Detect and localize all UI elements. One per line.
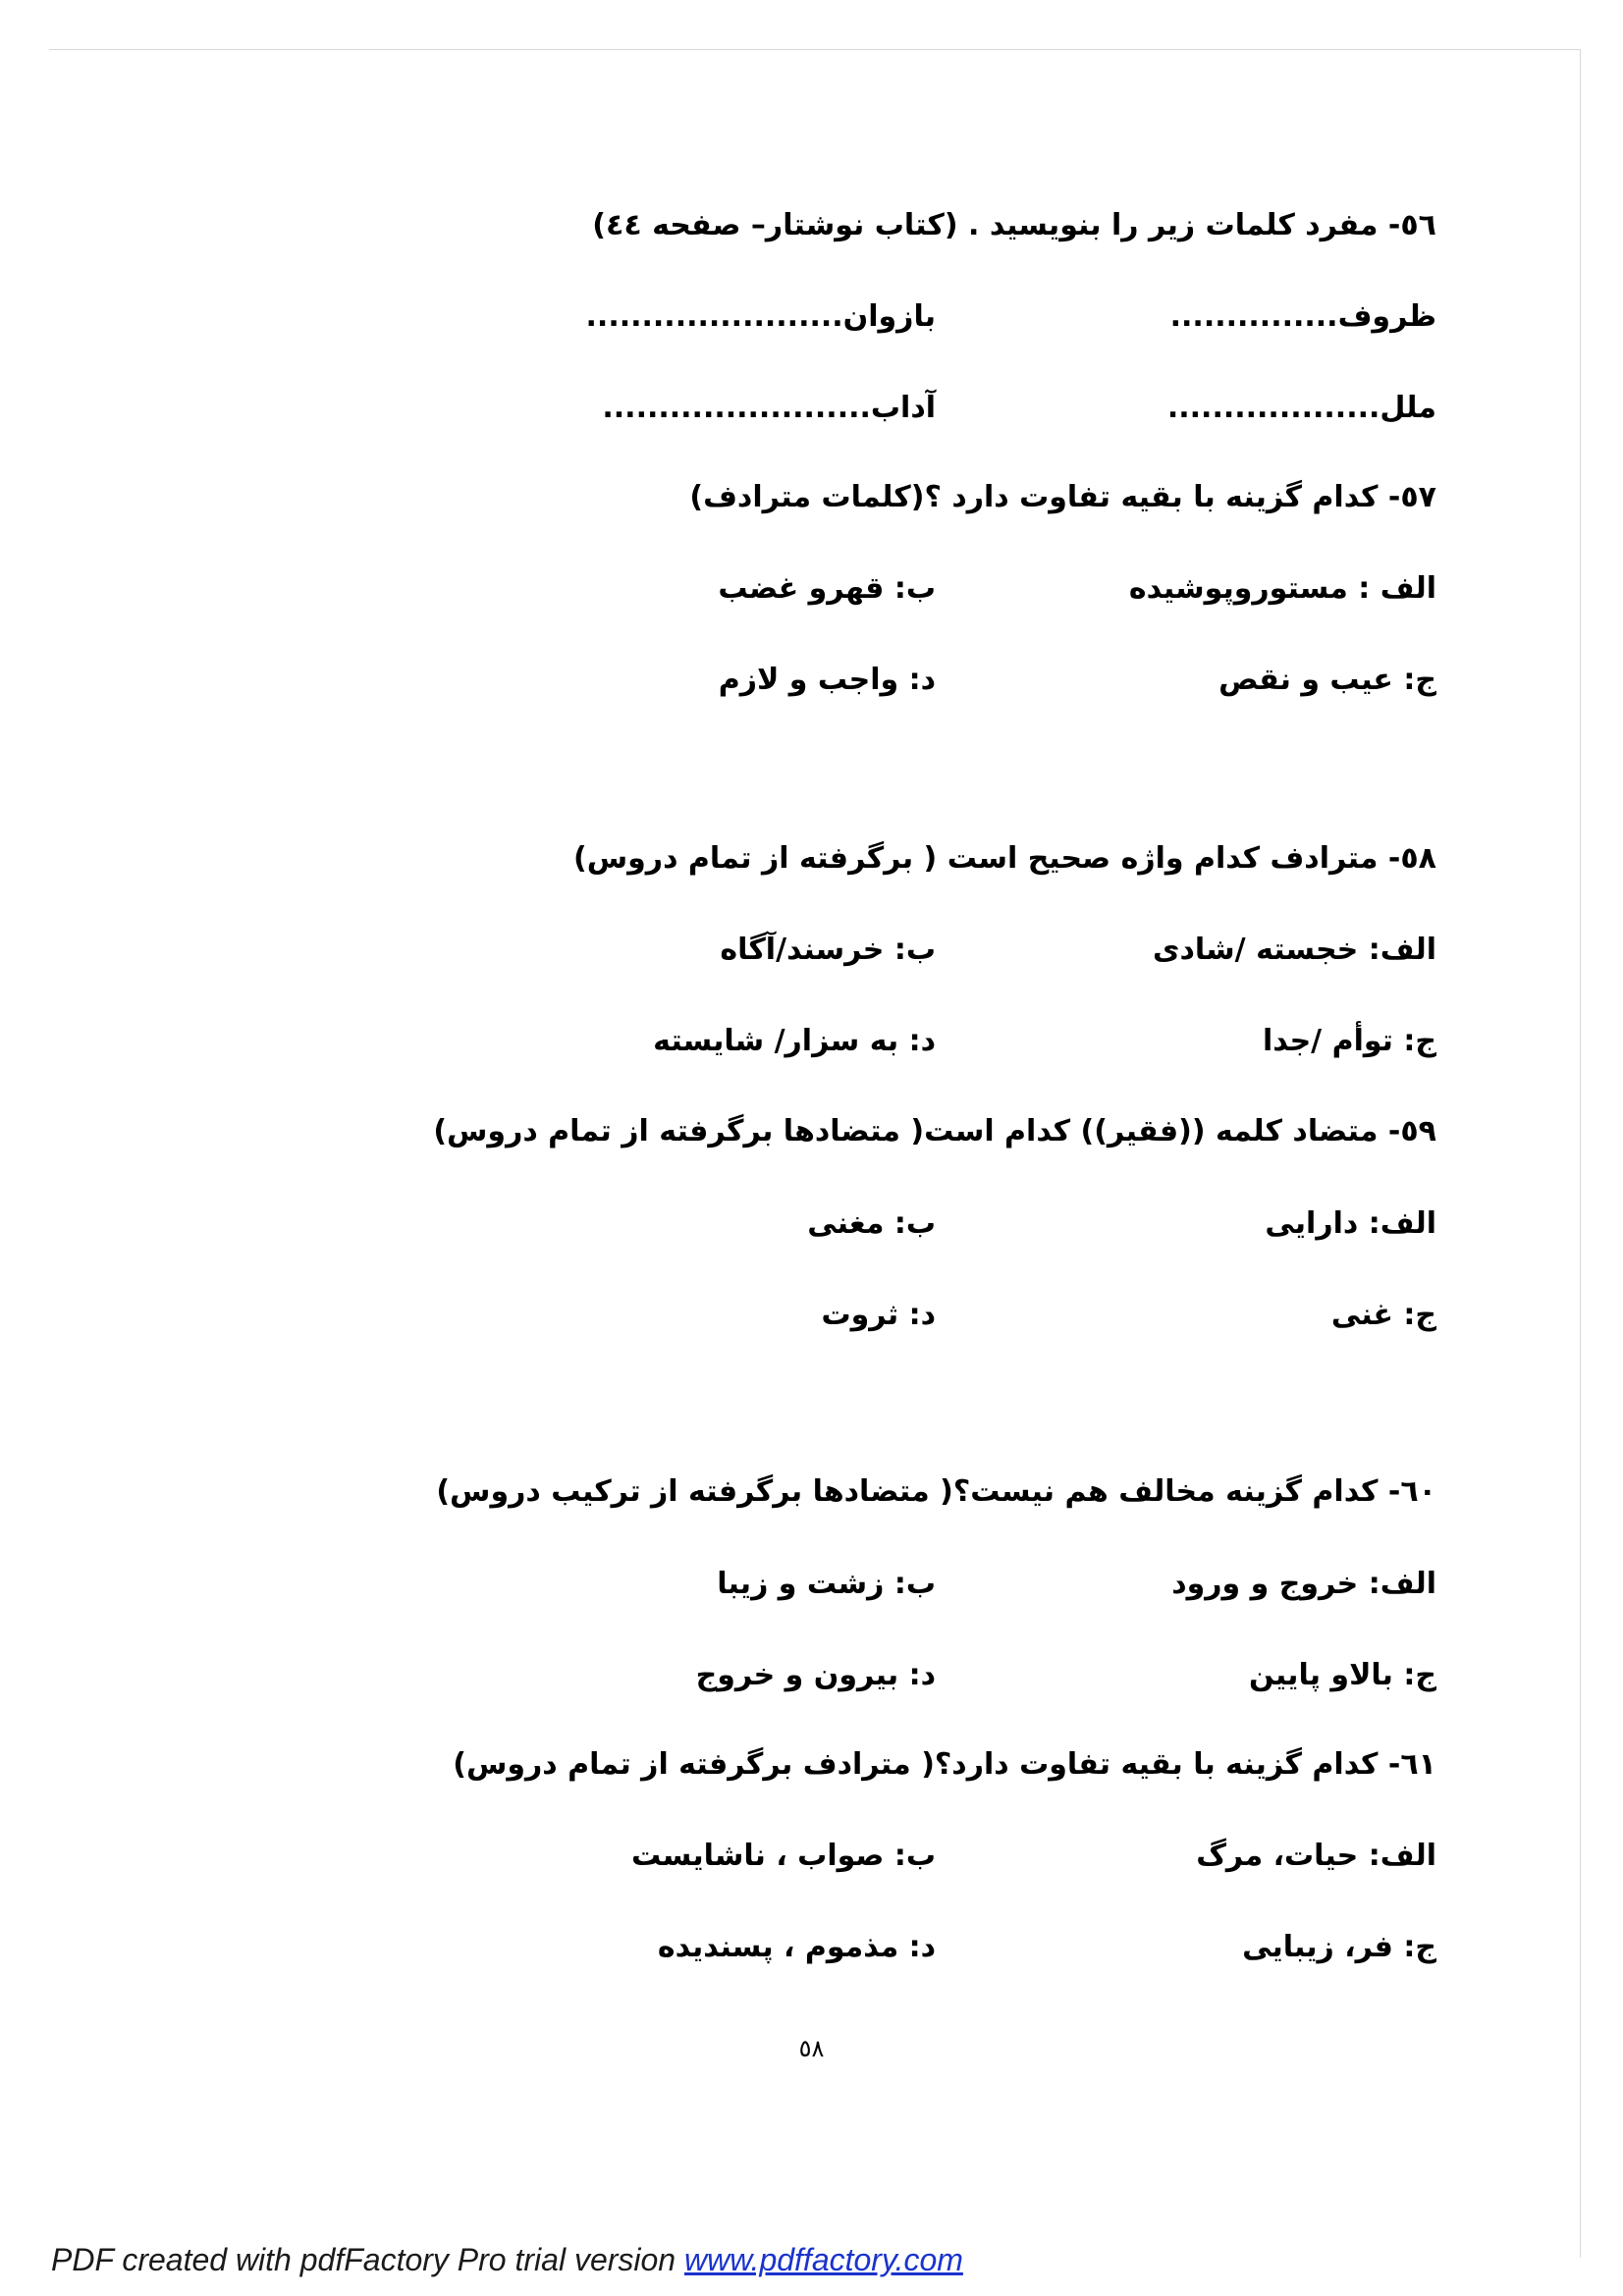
option-jim: ج: فر، زیبایی [1242,1930,1436,1964]
option-alef: الف: خروج و ورود [1171,1567,1436,1601]
answer-blank: ظروف............... [1169,299,1436,334]
question-60 [436,1472,1436,1512]
option-alef: الف: حیات، مرگ [1196,1839,1436,1873]
question-56 [592,206,1436,245]
page-frame [49,49,1581,2258]
option-be: ب: قهرو غضب [718,571,936,606]
option-jim: ج: عیب و نقص [1218,663,1436,697]
option-dal: د: بیرون و خروج [695,1658,936,1692]
question-number: ٥٧ [1400,480,1436,514]
pdf-footer [51,2242,963,2278]
question-61 [453,1745,1436,1785]
option-dal: د: مذموم ، پسندیده [657,1930,936,1964]
option-be: ب: خرسند/آگاه [720,933,936,967]
question-57 [689,478,1436,517]
answer-blank: بازوان....................... [585,299,936,334]
footer-text: PDF created with pdfFactory Pro trial version [51,2242,684,2277]
question-text: - کدام گزینه مخالف هم نیست؟( متضادها برگرفته از ترکیب دروس) [436,1474,1401,1509]
answer-blank: آداب........................ [602,391,936,425]
question-number: ٦١ [1400,1747,1436,1782]
option-alef: الف: خجسته /شادی [1153,933,1436,967]
option-jim: ج: بالاو پایین [1248,1658,1436,1692]
option-jim: ج: غنی [1330,1298,1436,1332]
question-number: ٥٩ [1400,1114,1436,1148]
option-alef: الف: دارایی [1265,1206,1436,1241]
page-number: ٥٨ [798,2035,825,2062]
option-be: ب: صواب ، ناشایست [631,1839,936,1873]
answer-blank: ملل................... [1166,391,1436,425]
option-jim: ج: توأم /جدا [1262,1024,1436,1058]
option-alef: الف : مستوروپوشیده [1128,571,1436,606]
question-text: - کدام گزینه با بقیه تفاوت دارد ؟(کلمات مترادف) [689,480,1401,514]
question-58 [573,839,1436,879]
question-number: ٦٠ [1400,1474,1436,1509]
option-dal: د: ثروت [821,1298,936,1332]
option-dal: د: به سزار/ شایسته [653,1024,936,1058]
footer-link[interactable]: www.pdffactory.com [683,2242,963,2277]
question-number: ٥٦ [1400,208,1436,242]
question-text: - مفرد کلمات زیر را بنویسید . (کتاب نوشتار– صفحه ٤٤) [592,208,1401,242]
question-text: - مترادف کدام واژه صحیح است ( برگرفته از تمام دروس) [573,841,1401,876]
option-be: ب: زشت و زیبا [717,1567,936,1601]
option-dal: د: واجب و لازم [718,663,936,697]
question-59 [433,1112,1436,1151]
question-text: - متضاد کلمه ((فقیر)) کدام است( متضادها برگرفته از تمام دروس) [433,1114,1401,1148]
question-number: ٥٨ [1400,841,1436,876]
question-text: - کدام گزینه با بقیه تفاوت دارد؟( مترادف برگرفته از تمام دروس) [453,1747,1401,1782]
option-be: ب: مغنی [807,1206,936,1241]
